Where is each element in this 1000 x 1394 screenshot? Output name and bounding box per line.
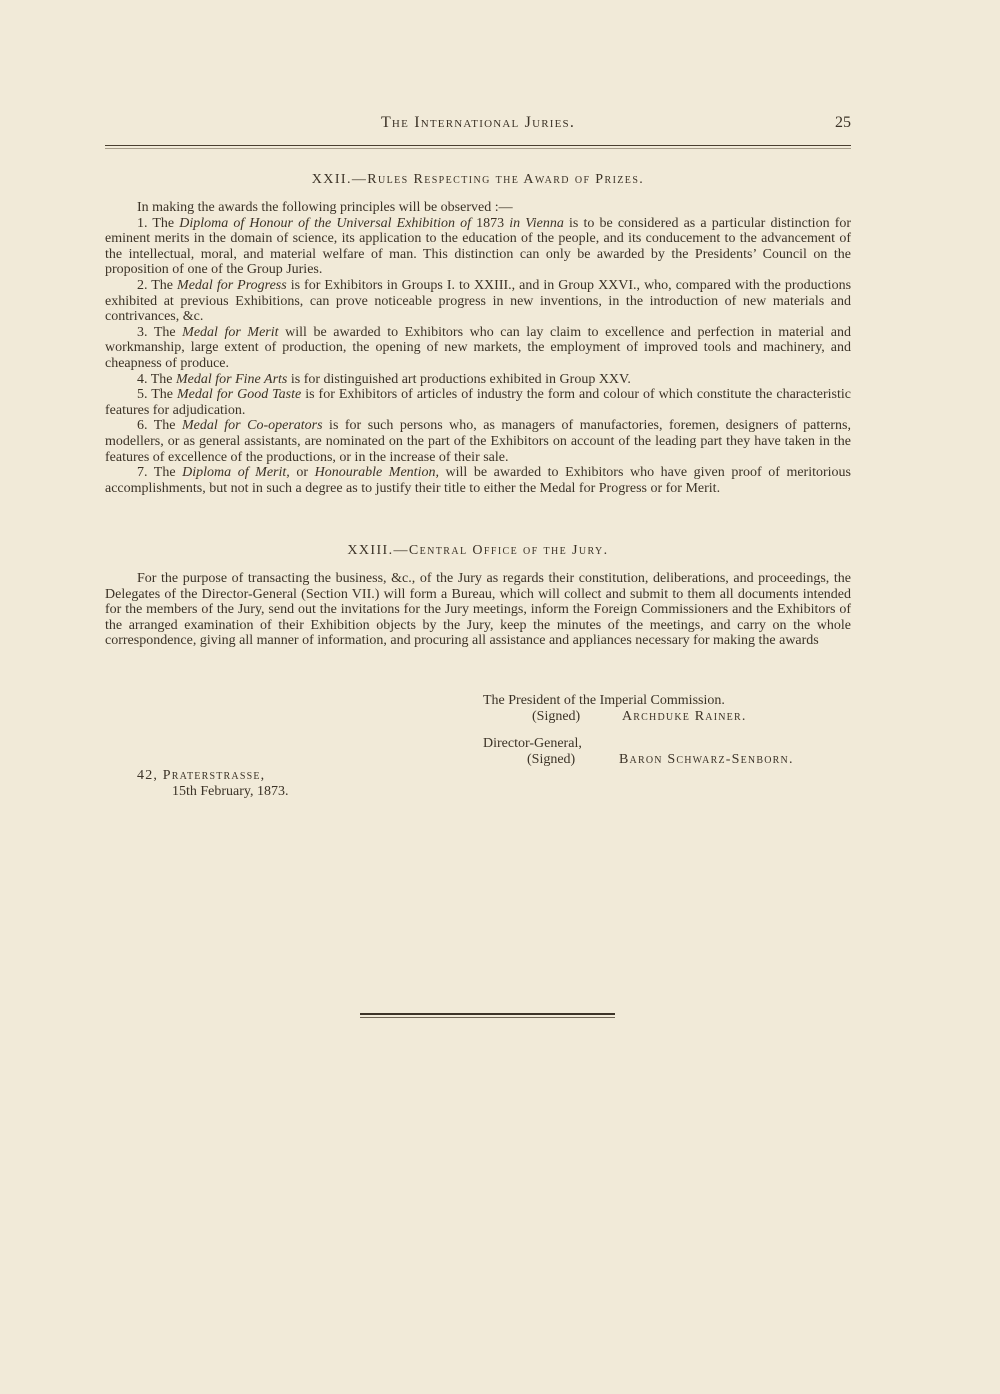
rule-item-5: 5. The Medal for Good Taste is for Exhibitors of articles of industry the form and colour of which constitute the characteristic features for adjudication. bbox=[105, 387, 851, 418]
closing-rule-thin bbox=[360, 1017, 615, 1018]
rule-item-6: 6. The Medal for Co-operators is for such persons who, as managers of manufactories, foremen, designers of patterns, modellers, or as general assistants, are nominated on the part of the Exhibitors on account of the leading part they have taken in the features of excellence of the productions, or in the increase of their sale. bbox=[105, 418, 851, 465]
dateline-date: 15th February, 1873. bbox=[172, 784, 289, 799]
director-title: Director-General, bbox=[483, 736, 582, 751]
header-rule-faint bbox=[105, 148, 851, 149]
rule-item-2: 2. The Medal for Progress is for Exhibitors in Groups I. to XXIII., and in Group XXVI., who, compared with the productions exhibited at previous Exhibitions, can prove noticeable progress in new inventions, in the introduction of new materials and contrivances, &c. bbox=[105, 277, 852, 325]
director-signed: (Signed) bbox=[527, 752, 576, 767]
section-22-body bbox=[105, 200, 851, 496]
running-title: The International Juries. bbox=[380, 114, 576, 131]
director-name: Baron Schwarz-Senborn. bbox=[619, 752, 794, 767]
section-23-heading: XXIII.—Central Office of the Jury. bbox=[347, 543, 609, 558]
dateline-address: 42, Praterstrasse, bbox=[137, 768, 266, 783]
section-22-heading: XXII.—Rules Respecting the Award of Prizes. bbox=[311, 172, 645, 187]
page-number: 25 bbox=[835, 114, 851, 131]
rule-item-4: 4. The Medal for Fine Arts is for distinguished art productions exhibited in Group XXV. bbox=[137, 371, 631, 387]
section-23-paragraph: For the purpose of transacting the business, &c., of the Jury as regards their constitution, deliberations, and proceedings, the Delegates of the Director-General (Section VII.) will form a Bureau, which will collect and submit to them all documents intended for the members of the Jury, send out the invitations for the Jury meetings, inform the Foreign Commissioners and the Exhibitors of the arranged examination of their Exhibition objects by the Jury, keep the minutes of the meetings, and carry on the whole correspondence, giving all manner of information, and procuring all assistance and appliances necessary for making the awards bbox=[105, 571, 851, 649]
section-22-intro: In making the awards the following principles will be observed :— bbox=[137, 200, 513, 215]
president-name: Archduke Rainer. bbox=[622, 709, 747, 724]
rule-item-1: 1. The Diploma of Honour of the Universal Exhibition of 1873 in Vienna is to be considered as a particular distinction for eminent merits in the domain of science, its application to the education of the people, and its conducement to the advancement of the intellectual, moral, and material welfare of man. This distinction can only be awarded by the Presidents’ Council on the proposition of one of the Group Juries. bbox=[105, 215, 852, 278]
running-head bbox=[105, 114, 851, 138]
president-title: The President of the Imperial Commission. bbox=[483, 693, 725, 708]
rule-item-3: 3. The Medal for Merit will be awarded to Exhibitors who can lay claim to excellence and perfection in material and workmanship, large extent of production, the opening of new markets, the employment of improved tools and machinery, and cheapness of produce. bbox=[105, 324, 851, 371]
header-rule bbox=[105, 145, 851, 146]
closing-rule bbox=[360, 1013, 615, 1015]
rule-item-7: 7. The Diploma of Merit, or Honourable Mention, will be awarded to Exhibitors who have given proof of meritorious accomplishments, but not in such a degree as to justify their title to either the Medal for Progress or for Merit. bbox=[105, 465, 851, 496]
president-signed: (Signed) bbox=[532, 709, 581, 724]
section-23-body bbox=[105, 571, 851, 649]
